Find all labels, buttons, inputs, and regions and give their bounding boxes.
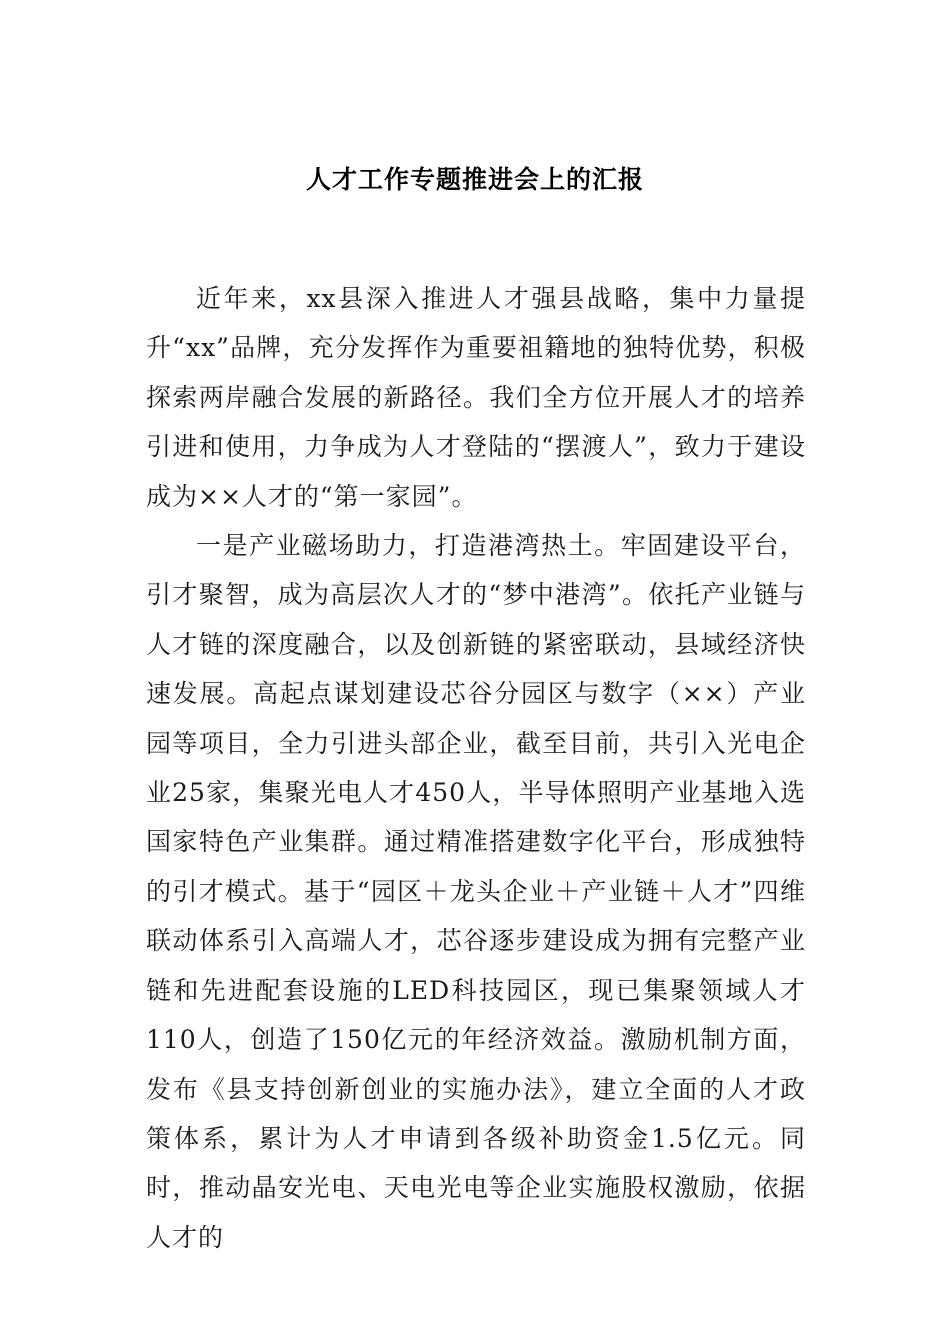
paragraph-industry: 一是产业磁场助力，打造港湾热土。牢固建设平台，引才聚智，成为高层次人才的“梦中港湾”。依托产业链与人才链的深度融合，以及创新链的紧密联动，县域经济快速发展。高起点谋划建设芯谷分园区与数字（××）产业园等项目，全力引进头部企业，截至目前，共引入光电企业25家，集聚光电人才450人，半导体照明产业基地入选国家特色产业集群。通过精准搭建数字化平台，形成独特的引才模式。基于“园区＋龙头企业＋产业链＋人才”四维联动体系引入高端人才，芯谷逐步建设成为拥有完整产业链和先进配套设施的LED科技园区，现已集聚领域人才110人，创造了150亿元的年经济效益。激励机制方面，发布《县支持创新创业的实施办法》，建立全面的人才政策体系，累计为人才申请到各级补助资金1.5亿元。同时，推动晶安光电、天电光电等企业实施股权激励，依据人才的 bbox=[146, 531, 806, 1252]
paragraph-intro: 近年来，xx县深入推进人才强县战略，集中力量提升“xx”品牌，充分发挥作为重要祖籍地的独特优势，积极探索两岸融合发展的新路径。我们全方位开展人才的培养引进和使用，力争成为人才登陆的“摆渡人”，致力于建设成为××人才的“第一家园”。 bbox=[146, 284, 806, 511]
document-body bbox=[146, 274, 806, 1262]
document-title: 人才工作专题推进会上的汇报 bbox=[305, 165, 644, 194]
